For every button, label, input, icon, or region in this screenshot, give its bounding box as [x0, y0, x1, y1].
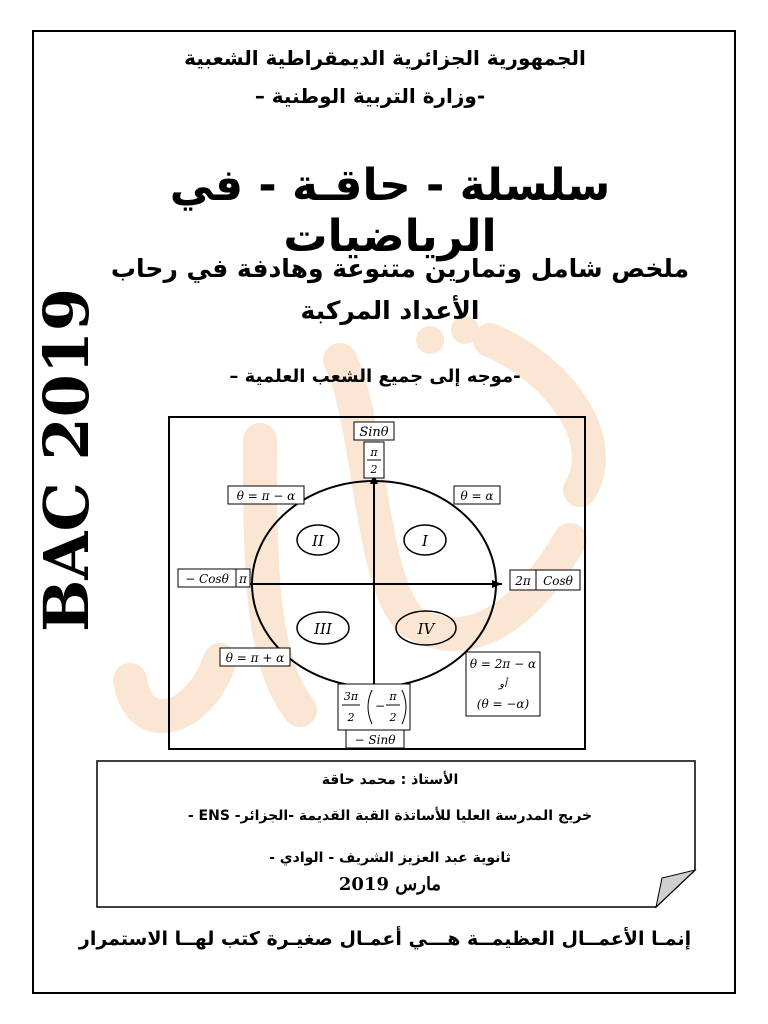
ministry-heading: -وزارة التربية الوطنية –: [254, 84, 486, 108]
sin-label: Sinθ: [359, 425, 389, 440]
subtitle-line-2: الأعداد المركبة: [300, 296, 480, 325]
q4-or: أو: [499, 679, 507, 690]
svg-text:BAC 2019: BAC 2019: [30, 288, 103, 632]
teacher-name: الأستاذ : محمد حاقة: [321, 772, 459, 788]
q2-formula: θ = π − α: [236, 489, 296, 503]
teacher-lycee: ثانوية عبد العزيز الشريف - الوادي -: [269, 850, 511, 866]
q1-formula: θ = α: [460, 489, 494, 503]
page-title: سلسلة - حاقـة - في الرياضيات: [169, 160, 611, 262]
bac-2019-label: [30, 288, 103, 640]
minus-sign: −: [374, 699, 386, 713]
quadrant-2-label: II: [312, 532, 324, 550]
paren-den: 2: [389, 711, 397, 724]
two-pi-label: 2π: [515, 574, 531, 588]
quadrant-4-label: IV: [417, 620, 435, 638]
q4-formula-b: (θ = −α): [476, 697, 530, 711]
quadrant-3-label: III: [314, 620, 332, 638]
neg-sin-label: − Sinθ: [354, 733, 396, 747]
neg-cos-label: − Cosθ: [185, 572, 229, 586]
three-pi-den: 2: [347, 711, 355, 724]
audience-line: -موجه إلى جميع الشعب العلمية –: [229, 366, 521, 387]
x-axis-arrow-icon: [492, 580, 502, 588]
publication-date: مارس 2019: [338, 874, 442, 895]
quadrant-1-label: I: [422, 532, 428, 550]
paren-pi-num: π: [389, 690, 397, 703]
q4-formula-a: θ = 2π − α: [469, 657, 537, 671]
republic-heading: الجمهورية الجزائرية الديمقراطية الشعبية: [184, 46, 586, 70]
pi-label: π: [239, 572, 247, 586]
subtitle-line-1: ملخص شامل وتمارين متنوعة وهادفة في رحاب: [110, 254, 690, 283]
pi-half-num: π: [370, 446, 378, 459]
trig-circle-svg: [168, 416, 586, 756]
pi-half-den: 2: [370, 463, 378, 476]
teacher-school: خريج المدرسة العليا للأساتذة القبة القديمة -الجزائر- ENS -: [187, 808, 593, 824]
motto: إنمـا الأعمــال العظيمــة هـــي أعمـال صغيـرة كتب لهــا الاستمرار: [78, 928, 692, 950]
q3-formula: θ = π + α: [225, 651, 285, 665]
three-pi-num: 3π: [343, 690, 359, 703]
cos-label: Cosθ: [543, 574, 573, 588]
